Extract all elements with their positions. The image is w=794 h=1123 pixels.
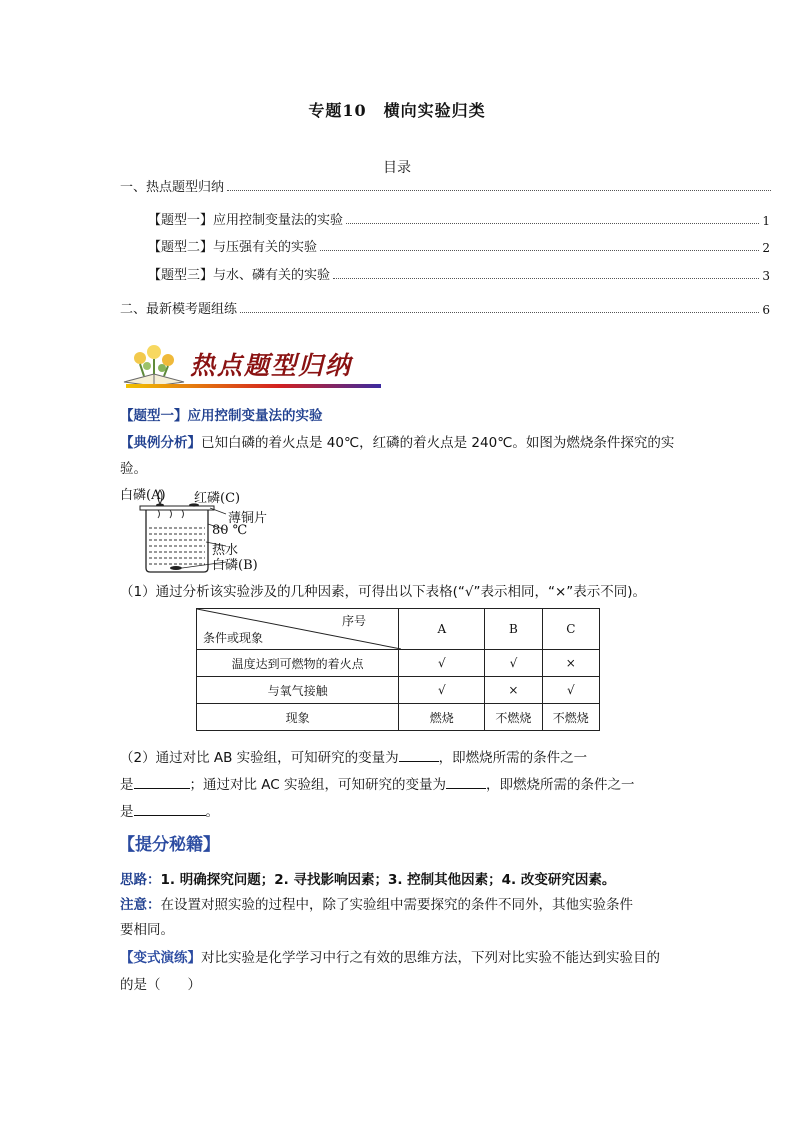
- practice-paragraph-cont: 的是（ ）: [120, 977, 201, 993]
- toc-leader: [346, 223, 759, 224]
- column-header: B: [485, 609, 542, 650]
- table-cell: 不燃烧: [485, 704, 542, 731]
- toc-heading: 目录: [383, 160, 411, 176]
- tips-note: [120, 893, 660, 917]
- label-hot-water: 热水: [212, 543, 239, 558]
- question-2-line-2: [120, 773, 700, 797]
- row-label: 与氧气接触: [197, 677, 399, 704]
- answer-blank[interactable]: [446, 774, 486, 789]
- toc-leader: [240, 312, 759, 313]
- table-row: [197, 677, 600, 704]
- toc-item-mock-exams[interactable]: [120, 298, 770, 317]
- table-cell: 燃烧: [399, 704, 485, 731]
- experiment-figure: [118, 484, 278, 576]
- q2-text: 是: [120, 777, 134, 793]
- banner-title: 热点题型归纳: [190, 351, 353, 380]
- toc-item-label: 【题型一】应用控制变量法的实验: [148, 213, 344, 228]
- toc-leader: [227, 190, 771, 191]
- example-paragraph: [120, 431, 680, 455]
- toc-page-number: 1: [762, 214, 770, 228]
- table-cell: √: [399, 677, 485, 704]
- table-cell: √: [399, 650, 485, 677]
- table-cell: ×: [542, 650, 599, 677]
- toc-leader: [320, 250, 759, 251]
- column-header: A: [399, 609, 485, 650]
- question-2-line-3: [120, 800, 700, 824]
- table-cell: √: [485, 650, 542, 677]
- column-header: C: [542, 609, 599, 650]
- section-heading: 【题型一】应用控制变量法的实验: [120, 408, 323, 424]
- q2-text: ，即燃烧所需的条件之一: [438, 750, 588, 766]
- banner-underline: [126, 384, 381, 388]
- label-white-phosphorus-a: 白磷(A): [120, 488, 166, 503]
- example-text: 已知白磷的着火点是 40℃，红磷的着火点是 240℃。如图为燃烧条件探究的实: [201, 435, 675, 451]
- tips-idea: [120, 868, 700, 892]
- q2-text: （2）通过对比 AB 实验组，可知研究的变量为: [120, 750, 399, 766]
- note-label: 注意：: [120, 897, 161, 913]
- answer-blank[interactable]: [134, 774, 190, 789]
- q2-text: 。: [205, 804, 219, 820]
- q2-text: ，即燃烧所需的条件之一: [486, 777, 635, 793]
- answer-blank[interactable]: [134, 801, 206, 816]
- practice-text: 对比实验是化学学习中行之有效的思维方法，下列对比实验不能达到实验目的: [201, 950, 660, 966]
- tips-note-cont: 要相同。: [120, 922, 174, 938]
- toc-item-label: 一、热点题型归纳: [120, 180, 225, 195]
- section-banner: [120, 340, 385, 392]
- label-red-phosphorus-c: 红磷(C): [194, 491, 241, 506]
- row-label: 温度达到可燃物的着火点: [197, 650, 399, 677]
- table-row: [197, 650, 600, 677]
- example-paragraph-cont: 验。: [120, 461, 147, 477]
- table-row: [197, 704, 600, 731]
- toc-item-label: 【题型二】与压强有关的实验: [148, 240, 318, 255]
- table-corner-cell: [197, 609, 399, 650]
- question-1: （1）通过分析该实验涉及的几种因素，可得出以下表格(“√”表示相同，“×”表示不同)。: [120, 584, 647, 600]
- toc-item-type-three[interactable]: [148, 264, 770, 283]
- flower-book-icon: [120, 340, 190, 388]
- label-white-phosphorus-b: 白磷(B): [212, 558, 258, 573]
- page-title: 专题10 横向实验归类: [308, 101, 486, 120]
- example-tag: 【典例分析】: [120, 435, 201, 451]
- label-copper-plate: 薄铜片: [228, 511, 268, 526]
- table-cell: ×: [485, 677, 542, 704]
- toc-item-label: 【题型三】与水、磷有关的实验: [148, 268, 331, 283]
- q2-text: 是: [120, 804, 134, 820]
- note-text: 在设置对照实验的过程中，除了实验组中需要探究的条件不同外，其他实验条件: [160, 897, 633, 913]
- question-2-line-1: [120, 746, 700, 770]
- toc-item-label: 二、最新模考题组练: [120, 302, 238, 317]
- toc-page-number: 6: [762, 303, 770, 317]
- idea-label: 思路：: [120, 872, 161, 888]
- table-cell: √: [542, 677, 599, 704]
- toc-item-type-two[interactable]: [148, 236, 770, 255]
- conditions-table: [196, 608, 600, 731]
- toc-page-number: 2: [762, 241, 770, 255]
- toc-page-number: 3: [762, 269, 770, 283]
- toc-item-type-one[interactable]: [148, 209, 770, 228]
- practice-paragraph: [120, 946, 680, 970]
- label-temperature: 80 ℃: [212, 523, 248, 538]
- tips-heading: 【提分秘籍】: [118, 835, 220, 855]
- practice-tag: 【变式演练】: [120, 950, 201, 966]
- corner-bottom-label: 条件或现象: [203, 631, 264, 645]
- toc-item-hot-types[interactable]: [120, 176, 774, 195]
- corner-top-label: 序号: [342, 614, 367, 628]
- row-label: 现象: [197, 704, 399, 731]
- toc-leader: [333, 278, 759, 279]
- q2-text: ；通过对比 AC 实验组，可知研究的变量为: [189, 777, 447, 793]
- table-cell: 不燃烧: [542, 704, 599, 731]
- idea-text: 1. 明确探究问题；2. 寻找影响因素；3. 控制其他因素；4. 改变研究因素。: [160, 872, 616, 888]
- answer-blank[interactable]: [399, 747, 439, 762]
